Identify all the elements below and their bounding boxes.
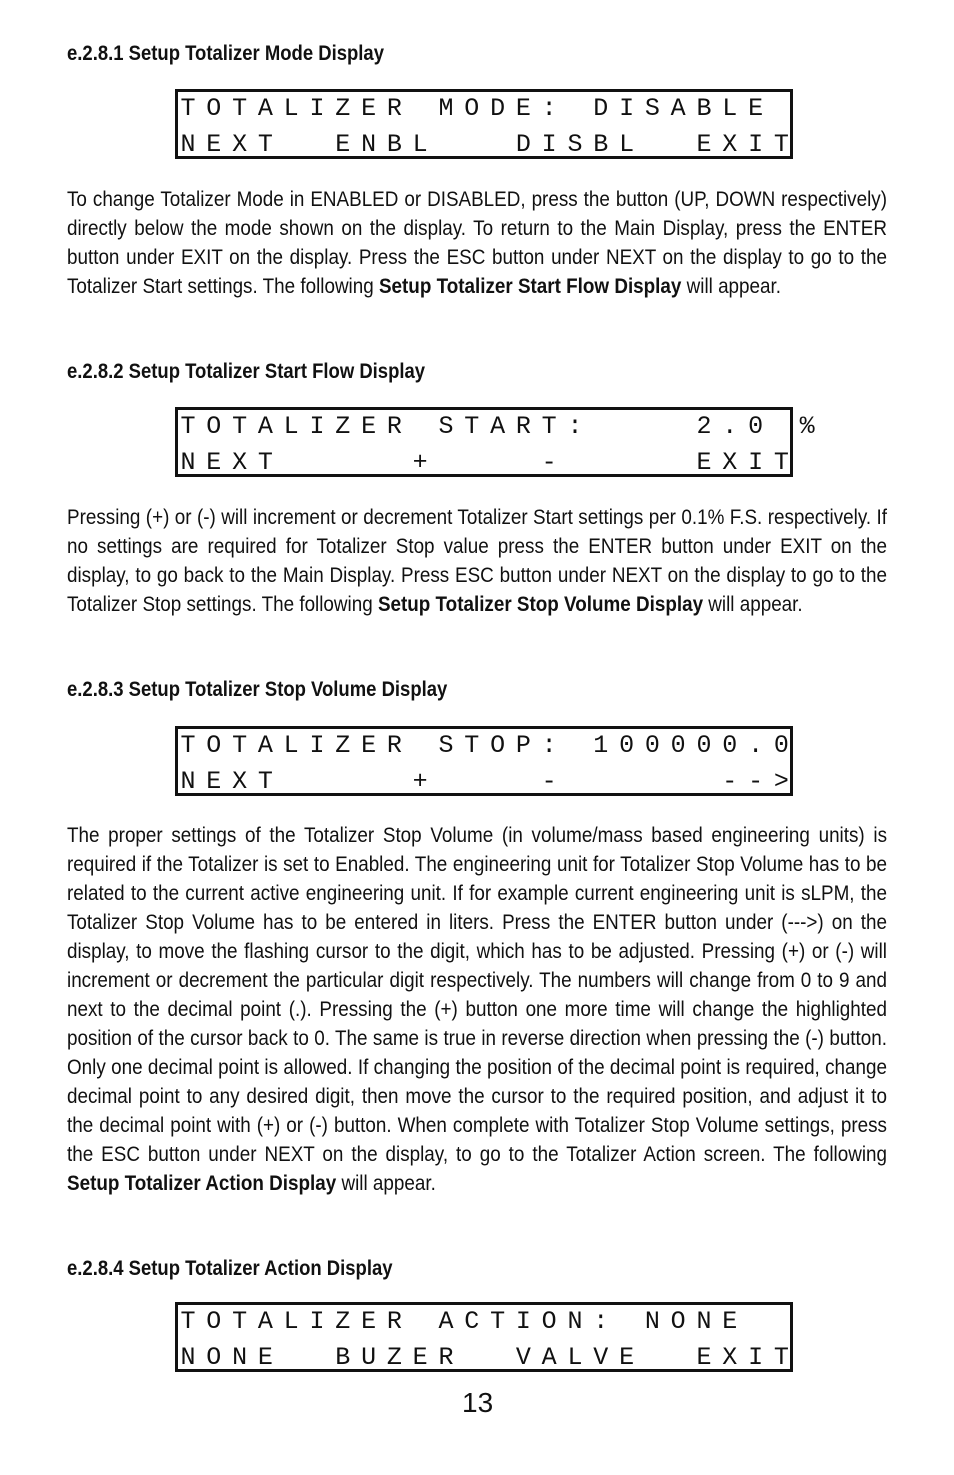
lcd-char: B	[696, 94, 712, 123]
lcd-char: I	[515, 1307, 531, 1336]
lcd-char: T	[232, 412, 248, 441]
lcd-char: T	[232, 94, 248, 123]
lcd-char: O	[206, 731, 222, 760]
lcd-char: L	[412, 130, 428, 159]
lcd-char: S	[567, 130, 583, 159]
lcd-char: O	[206, 94, 222, 123]
lcd-char: E	[515, 94, 531, 123]
section-heading-stop-volume: e.2.8.3 Setup Totalizer Stop Volume Display	[67, 678, 448, 701]
lcd-char: E	[412, 1343, 428, 1372]
page-number: 13	[462, 1387, 494, 1418]
lcd-char: L	[722, 94, 738, 123]
lcd-char: T	[773, 448, 789, 477]
lcd-char: T	[257, 448, 273, 477]
lcd-char: >	[773, 767, 789, 796]
section-heading-action: e.2.8.4 Setup Totalizer Action Display	[67, 1257, 393, 1280]
lcd-char: .	[722, 412, 738, 441]
paragraph-text: Pressing (+) or (-) will increment or decrement Totalizer Start settings per 0.1% F.S. respectively. If no settings are required for Totalizer Stop value press the ENTER button under EXIT on the display, to go back to the Main Display. Press ESC button under NEXT on the display to go to the Totalizer Stop settings. The following	[67, 505, 887, 616]
paragraph-start-flow	[67, 503, 887, 619]
lcd-char: I	[541, 130, 557, 159]
lcd-char: 0	[722, 731, 738, 760]
lcd-char: X	[722, 448, 738, 477]
lcd-char: -	[541, 767, 557, 796]
lcd-char: E	[696, 448, 712, 477]
lcd-char: T	[773, 1343, 789, 1372]
lcd-char: X	[232, 767, 248, 796]
lcd-char: X	[722, 1343, 738, 1372]
lcd-char: E	[361, 94, 377, 123]
lcd-char: -	[541, 448, 557, 477]
lcd-char: T	[180, 1307, 196, 1336]
lcd-char: O	[464, 94, 480, 123]
lcd-char: %	[799, 412, 815, 441]
lcd-char: E	[361, 412, 377, 441]
lcd-char: 2	[696, 412, 712, 441]
lcd-char: -	[722, 767, 738, 796]
lcd-char: O	[206, 412, 222, 441]
lcd-char: T	[180, 731, 196, 760]
lcd-char: T	[180, 94, 196, 123]
lcd-char: N	[567, 1307, 583, 1336]
lcd-char: R	[386, 94, 402, 123]
lcd-char: I	[748, 130, 764, 159]
lcd-char: 0	[748, 412, 764, 441]
lcd-char: L	[283, 1307, 299, 1336]
lcd-char: T	[464, 412, 480, 441]
paragraph-bold-text: Setup Totalizer Action Display	[67, 1171, 337, 1195]
lcd-char: 0	[670, 731, 686, 760]
lcd-char: N	[180, 1343, 196, 1372]
lcd-char: L	[283, 94, 299, 123]
lcd-char: T	[490, 1307, 506, 1336]
lcd-char: R	[438, 1343, 454, 1372]
paragraph-text-end: will appear.	[681, 274, 781, 298]
lcd-char: S	[438, 731, 454, 760]
lcd-char: E	[206, 448, 222, 477]
lcd-char: T	[232, 731, 248, 760]
lcd-char: M	[438, 94, 454, 123]
lcd-char: Z	[335, 1307, 351, 1336]
paragraph-text-end: will appear.	[336, 1171, 436, 1195]
lcd-char: N	[232, 1343, 248, 1372]
lcd-char: T	[541, 412, 557, 441]
lcd-char: :	[593, 1307, 609, 1336]
lcd-char: I	[748, 448, 764, 477]
lcd-char: O	[670, 1307, 686, 1336]
paragraph-stop-volume	[67, 821, 887, 1198]
lcd-char: U	[361, 1343, 377, 1372]
lcd-char: D	[593, 94, 609, 123]
lcd-display-start-flow	[175, 407, 815, 477]
lcd-char: E	[696, 130, 712, 159]
lcd-char: N	[361, 130, 377, 159]
lcd-char: N	[180, 130, 196, 159]
lcd-char: 0	[773, 731, 789, 760]
lcd-char: Z	[335, 94, 351, 123]
lcd-char: E	[361, 731, 377, 760]
lcd-char: P	[515, 731, 531, 760]
lcd-char: 1	[593, 731, 609, 760]
lcd-char: T	[257, 767, 273, 796]
lcd-char: R	[386, 1307, 402, 1336]
lcd-char: A	[541, 1343, 557, 1372]
lcd-char: O	[541, 1307, 557, 1336]
lcd-char: B	[386, 130, 402, 159]
lcd-char: I	[309, 94, 325, 123]
lcd-char: R	[515, 412, 531, 441]
lcd-char: V	[515, 1343, 531, 1372]
lcd-char: E	[696, 1343, 712, 1372]
lcd-char: L	[567, 1343, 583, 1372]
lcd-char: 0	[619, 731, 635, 760]
lcd-char: V	[593, 1343, 609, 1372]
lcd-char: I	[309, 412, 325, 441]
lcd-char: X	[722, 130, 738, 159]
lcd-char: Z	[386, 1343, 402, 1372]
lcd-char: T	[257, 130, 273, 159]
lcd-char: N	[644, 1307, 660, 1336]
lcd-char: L	[283, 412, 299, 441]
paragraph-text: The proper settings of the Totalizer Stop Volume (in volume/mass based engineering units) is required if the Totalizer is set to Enabled. The engineering unit for Totalizer Stop Volume has to be related to the current active engineering unit. If for example current engineering unit is sLPM, the Totalizer Stop Volume has to be entered in liters. Press the ENTER button under (--->) on the display, to move the flashing cursor to the digit, which has to be adjusted. Pressing (+) or (-) will increment or decrement the particular digit respectively. The numbers will change from 0 to 9 and next to the decimal point (.). Pressing the (+) button one more time will change the highlighted position of the cursor back to 0. The same is true in reverse direction when pressing the (-) button. Only one decimal point is allowed. If changing the position of the decimal point is required, change decimal point to any desired digit, then move the cursor to the required position, and adjust it to the decimal point with (+) or (-) button. When complete with Totalizer Stop Volume settings, press the ESC button under NEXT on the display, to go to the Totalizer Action screen. The following	[67, 823, 887, 1166]
lcd-char: E	[361, 1307, 377, 1336]
lcd-char: :	[541, 731, 557, 760]
lcd-char: I	[619, 94, 635, 123]
lcd-char: A	[257, 731, 273, 760]
lcd-char: L	[619, 130, 635, 159]
paragraph-bold-text: Setup Totalizer Start Flow Display	[378, 274, 682, 298]
lcd-char: X	[232, 130, 248, 159]
lcd-char: I	[748, 1343, 764, 1372]
lcd-char: T	[232, 1307, 248, 1336]
lcd-char: E	[619, 1343, 635, 1372]
lcd-char: S	[644, 94, 660, 123]
lcd-char: T	[773, 130, 789, 159]
lcd-char: N	[696, 1307, 712, 1336]
lcd-char: N	[180, 448, 196, 477]
lcd-char: E	[257, 1343, 273, 1372]
lcd-char: E	[748, 94, 764, 123]
lcd-char: A	[257, 94, 273, 123]
lcd-char: R	[386, 412, 402, 441]
lcd-char: I	[309, 731, 325, 760]
lcd-char: D	[515, 130, 531, 159]
lcd-display-stop-volume	[175, 726, 793, 796]
lcd-char: Z	[335, 731, 351, 760]
lcd-char: :	[567, 412, 583, 441]
paragraph-text-end: will appear.	[703, 592, 803, 616]
lcd-char: L	[283, 731, 299, 760]
lcd-char: E	[206, 130, 222, 159]
lcd-char: S	[438, 412, 454, 441]
lcd-char: Z	[335, 412, 351, 441]
section-heading-mode: e.2.8.1 Setup Totalizer Mode Display	[67, 42, 384, 65]
lcd-char: O	[490, 731, 506, 760]
lcd-char: E	[206, 767, 222, 796]
lcd-char: D	[490, 94, 506, 123]
paragraph-bold-text: Setup Totalizer Stop Volume Display	[377, 592, 704, 616]
lcd-char: C	[464, 1307, 480, 1336]
lcd-char: T	[180, 412, 196, 441]
lcd-char: A	[257, 412, 273, 441]
lcd-char: E	[722, 1307, 738, 1336]
paragraph-mode	[67, 185, 887, 301]
lcd-char: B	[593, 130, 609, 159]
lcd-char: A	[257, 1307, 273, 1336]
lcd-char: B	[335, 1343, 351, 1372]
lcd-char: .	[748, 731, 764, 760]
section-heading-start-flow: e.2.8.2 Setup Totalizer Start Flow Display	[67, 360, 426, 383]
paragraph-text: To change Totalizer Mode in ENABLED or DISABLED, press the button (UP, DOWN respectively) directly below the mode shown on the display. To return to the Main Display, press the ENTER button under EXIT on the display. Press the ESC button under NEXT on the display to go to the Totalizer Start settings. The following	[67, 187, 887, 298]
lcd-char: +	[412, 448, 428, 477]
lcd-char: O	[206, 1307, 222, 1336]
lcd-char: A	[670, 94, 686, 123]
lcd-char: X	[232, 448, 248, 477]
lcd-char: A	[438, 1307, 454, 1336]
lcd-char: I	[309, 1307, 325, 1336]
lcd-char: :	[541, 94, 557, 123]
lcd-char: +	[412, 767, 428, 796]
lcd-char: R	[386, 731, 402, 760]
lcd-char: 0	[696, 731, 712, 760]
lcd-char: E	[335, 130, 351, 159]
lcd-char: -	[748, 767, 764, 796]
lcd-char: N	[180, 767, 196, 796]
lcd-display-mode	[175, 89, 793, 159]
lcd-char: 0	[644, 731, 660, 760]
lcd-char: O	[206, 1343, 222, 1372]
lcd-char: A	[490, 412, 506, 441]
lcd-char: T	[464, 731, 480, 760]
lcd-display-action	[175, 1302, 793, 1372]
